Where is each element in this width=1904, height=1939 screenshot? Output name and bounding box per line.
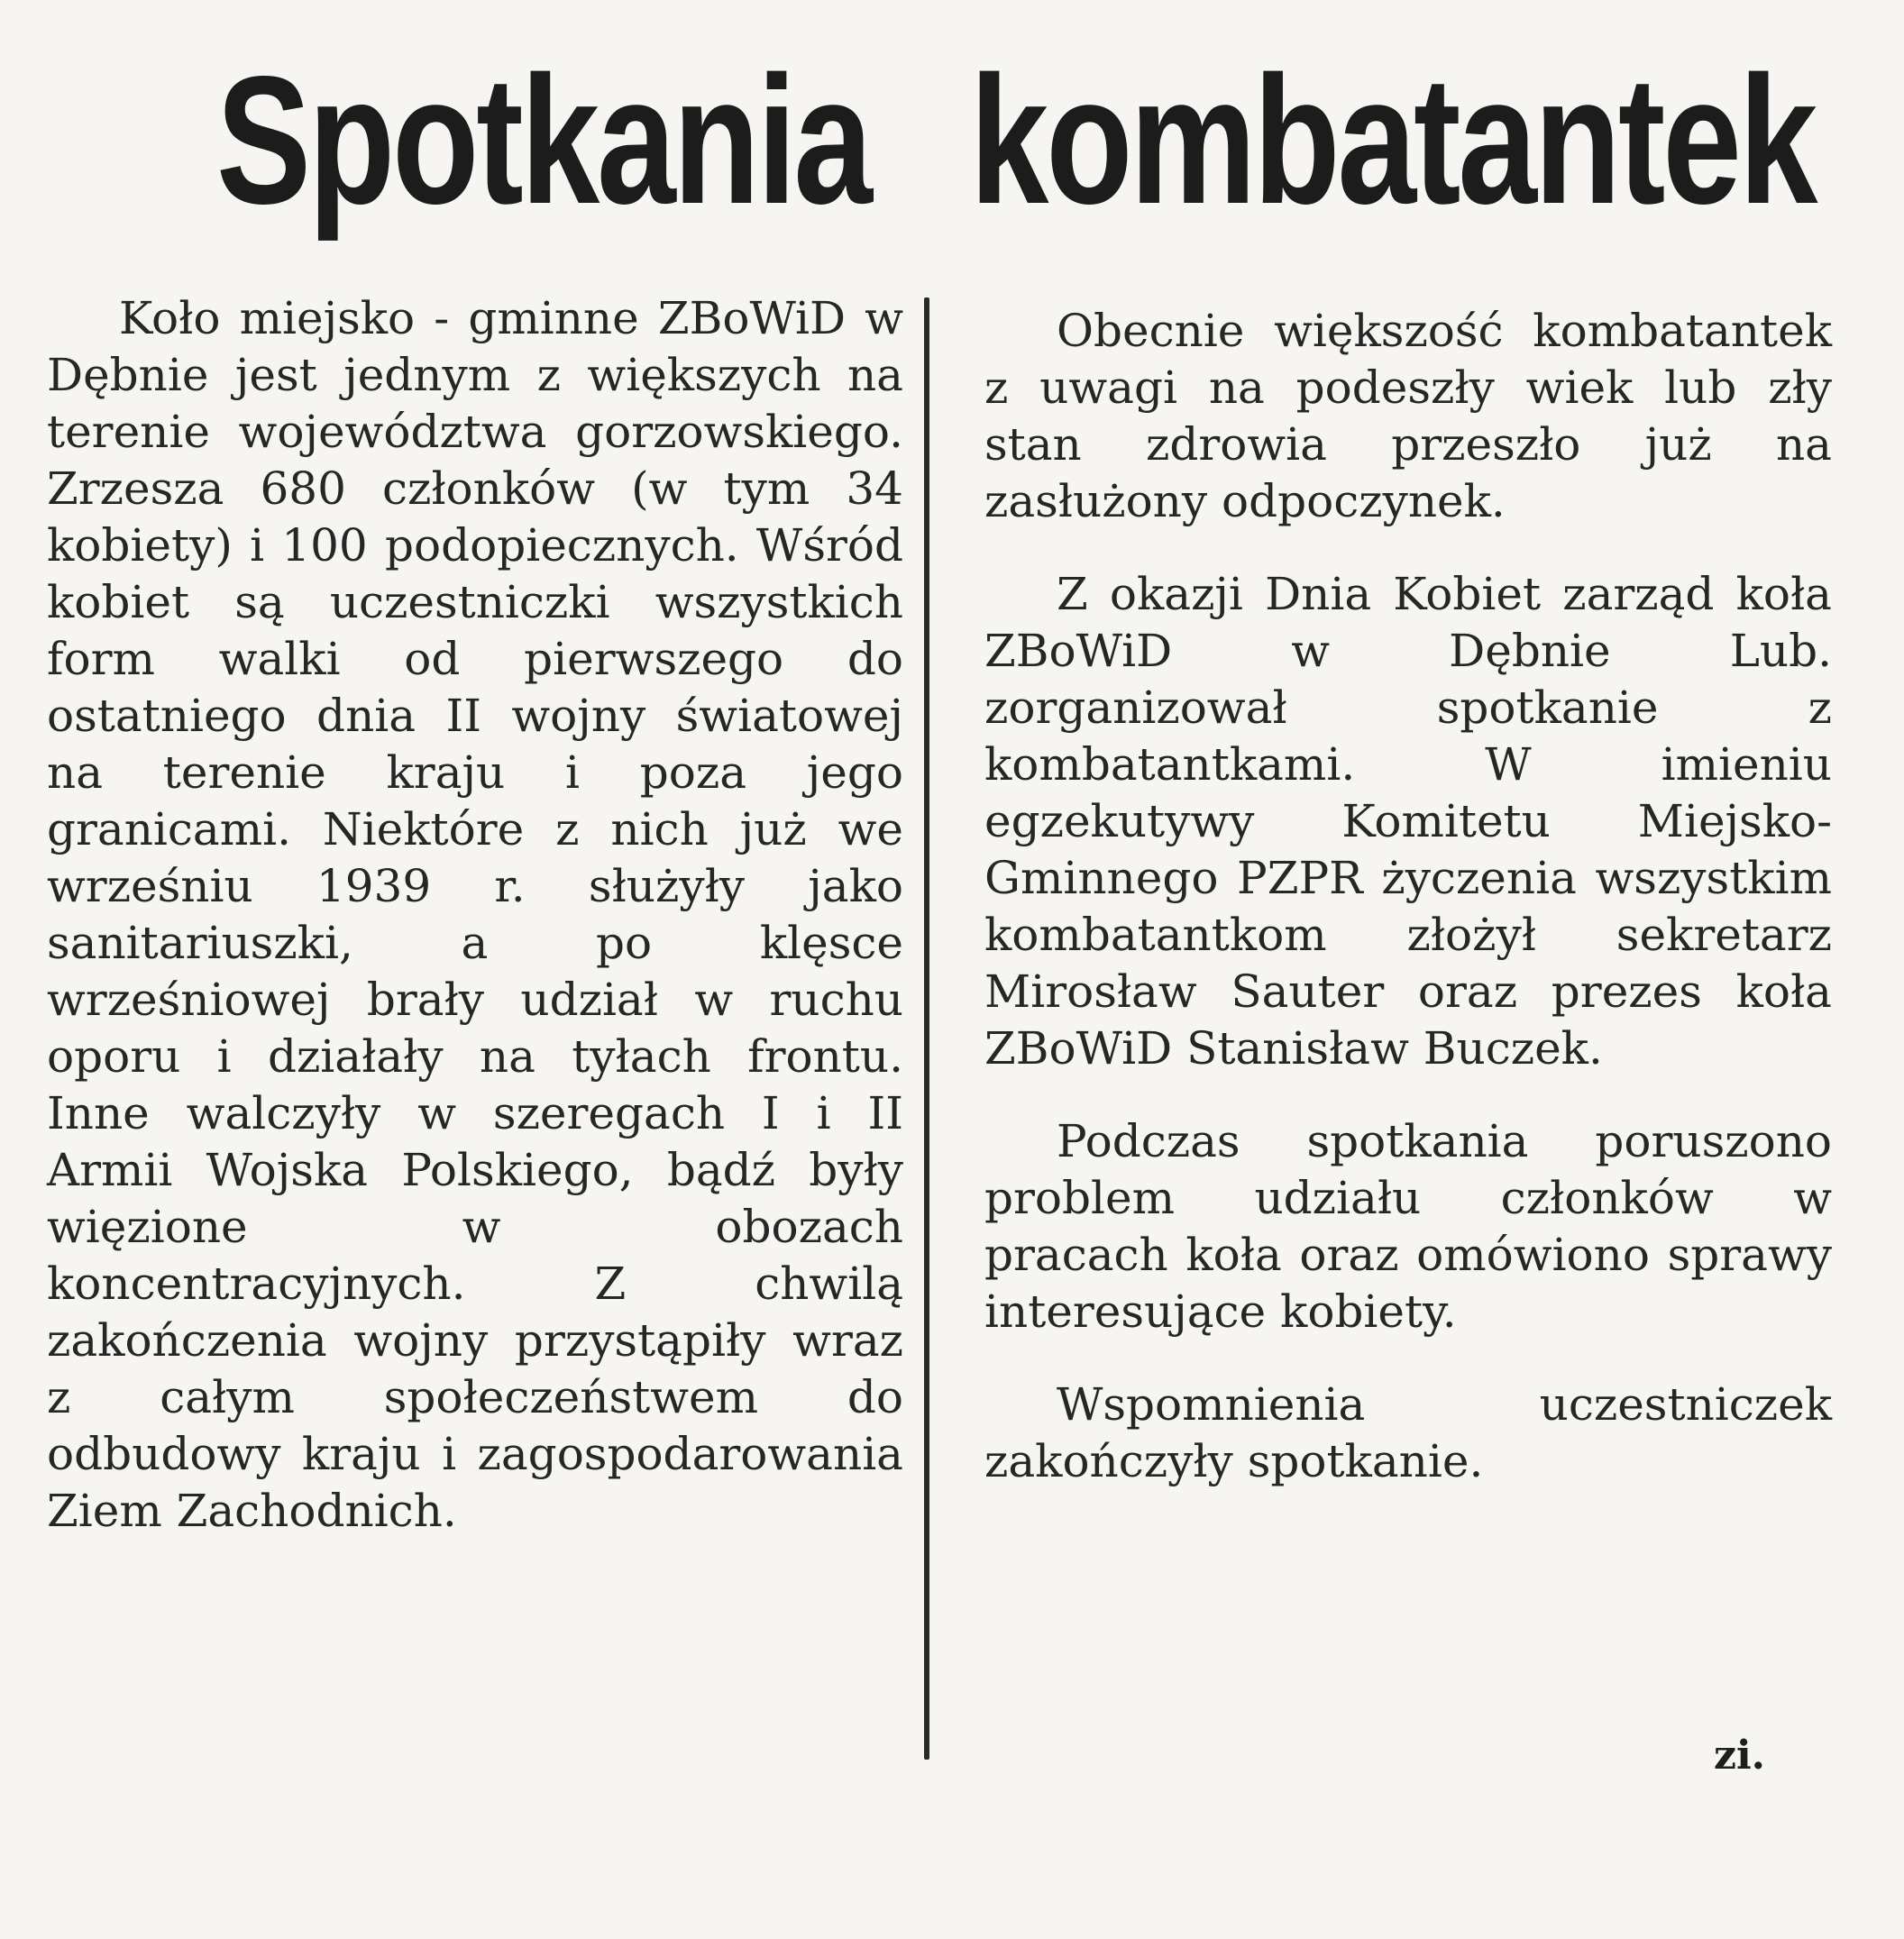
headline: Spotkania kombatantek [216, 38, 1816, 242]
left-column [47, 290, 903, 1540]
column-divider [924, 297, 929, 1760]
left-paragraph-1: Koło miejsko - gminne ZBoWiD w Dębnie jest jednym z większych na terenie województwa gorzowskiego. Zrzesza 680 członków (w tym 34 kobiety) i 100 podopiecznych. Wśród kobiet są uczestniczki wszystkich form walki od pierwszego do ostatniego dnia II wojny światowej na terenie kraju i poza jego granicami. Niektóre z nich już we wrześniu 1939 r. służyły jako sanitariuszki, a po klęsce wrześniowej brały udział w ruchu oporu i działały na tyłach frontu. Inne walczyły w szeregach I i II Armii Wojska Polskiego, bądź były więzione w obozach koncentracyjnych. Z chwilą zakończenia wojny przystąpiły wraz z całym społeczeństwem do odbudowy kraju i zagospodarowania Ziem Zachodnich. [47, 292, 903, 1537]
right-paragraph-2: Z okazji Dnia Kobiet zarząd koła ZBoWiD w Dębnie Lub. zorganizował spotkanie z kombatantkami. W imieniu egzekutywy Komitetu Miejsko-Gminnego PZPR życzenia wszystkim kombatantkom złożył sekretarz Mirosław Sauter oraz prezes koła ZBoWiD Stanisław Buczek. [984, 568, 1832, 1075]
author-signature: zi. [1713, 1733, 1765, 1779]
right-paragraph-3: Podczas spotkania poruszono problem udziału członków w pracach koła oraz omówiono sprawy interesujące kobiety. [984, 1115, 1832, 1338]
right-paragraph-4: Wspomnienia uczestniczek zakończyły spotkanie. [984, 1378, 1832, 1487]
right-paragraph-1: Obecnie większość kombatantek z uwagi na podeszły wiek lub zły stan zdrowia przeszło już na zasłużony odpoczynek. [984, 305, 1832, 527]
right-column [984, 303, 1832, 1490]
